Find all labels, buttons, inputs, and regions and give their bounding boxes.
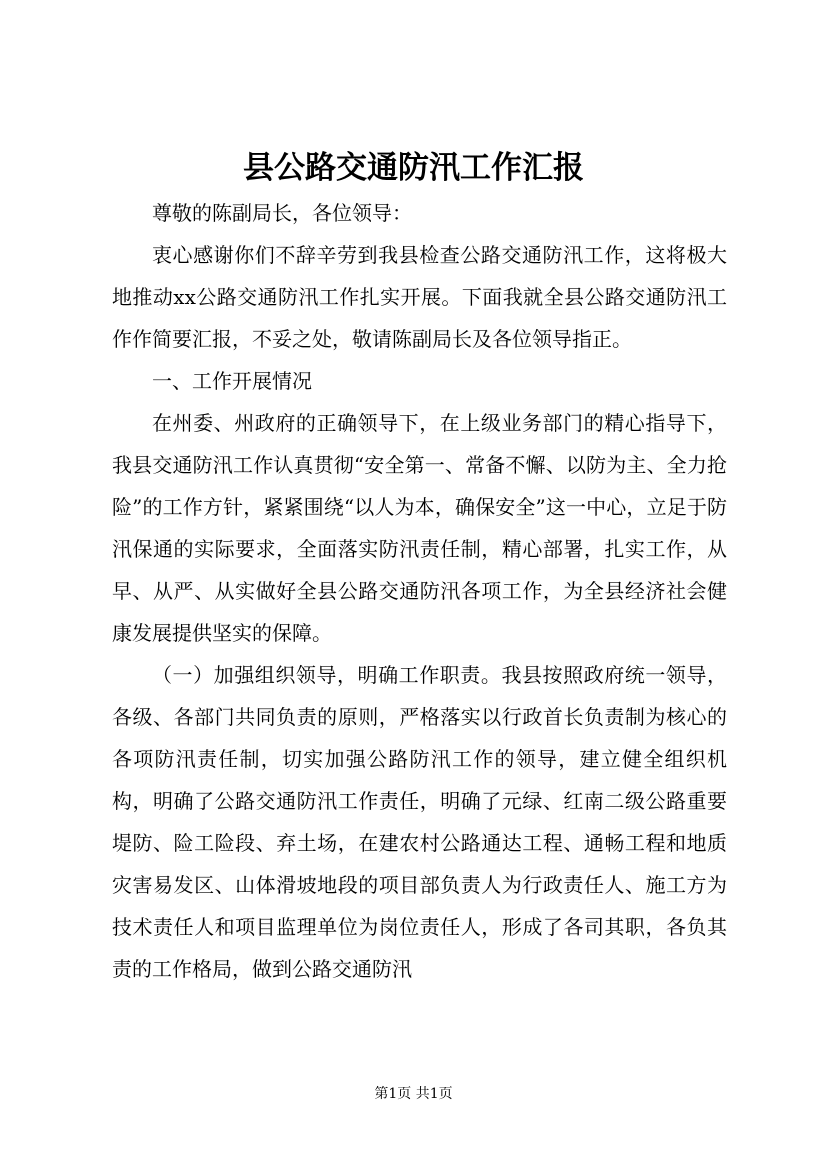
paragraph-intro: 衷心感谢你们不辞辛劳到我县检查公路交通防汛工作，这将极大地推动xx公路交通防汛工作扎实开展。下面我就全县公路交通防汛工作作简要汇报，不妥之处，敬请陈副局长及各位领导指正。 — [112, 243, 727, 351]
paragraph-organization: （一）加强组织领导，明确工作职责。我县按照政府统一领导，各级、各部门共同负责的原则，严格落实以行政首长负责制为核心的各项防汛责任制，切实加强公路防汛工作的领导，建立健全组织机构，明确了公路交通防汛工作责任，明确了元绿、红南二级公路重要堤防、险工险段、弃土场，在建农村公路通达工程、通畅工程和地质灾害易发区、山体滑坡地段的项目部负责人为行政责任人、施工方为技术责任人和项目监理单位为岗位责任人，形成了各司其职，各负其责的工作格局，做到公路交通防汛 — [112, 663, 727, 981]
section-heading: 一、工作开展情况 — [152, 369, 312, 393]
document-body — [112, 192, 727, 990]
salutation: 尊敬的陈副局长，各位领导： — [152, 201, 412, 225]
document-title: 县公路交通防汛工作汇报 — [243, 150, 584, 186]
page-number: 第1页 共1页 — [374, 1086, 453, 1102]
paragraph-overview: 在州委、州政府的正确领导下，在上级业务部门的精心指导下，我县交通防汛工作认真贯彻“安全第一、常备不懈、以防为主、全力抢险”的工作方针，紧紧围绕“以人为本，确保安全”这一中心，立足于防汛保通的实际要求，全面落实防汛责任制，精心部署，扎实工作，从早、从严、从实做好全县公路交通防汛各项工作，为全县经济社会健康发展提供坚实的保障。 — [112, 411, 727, 645]
